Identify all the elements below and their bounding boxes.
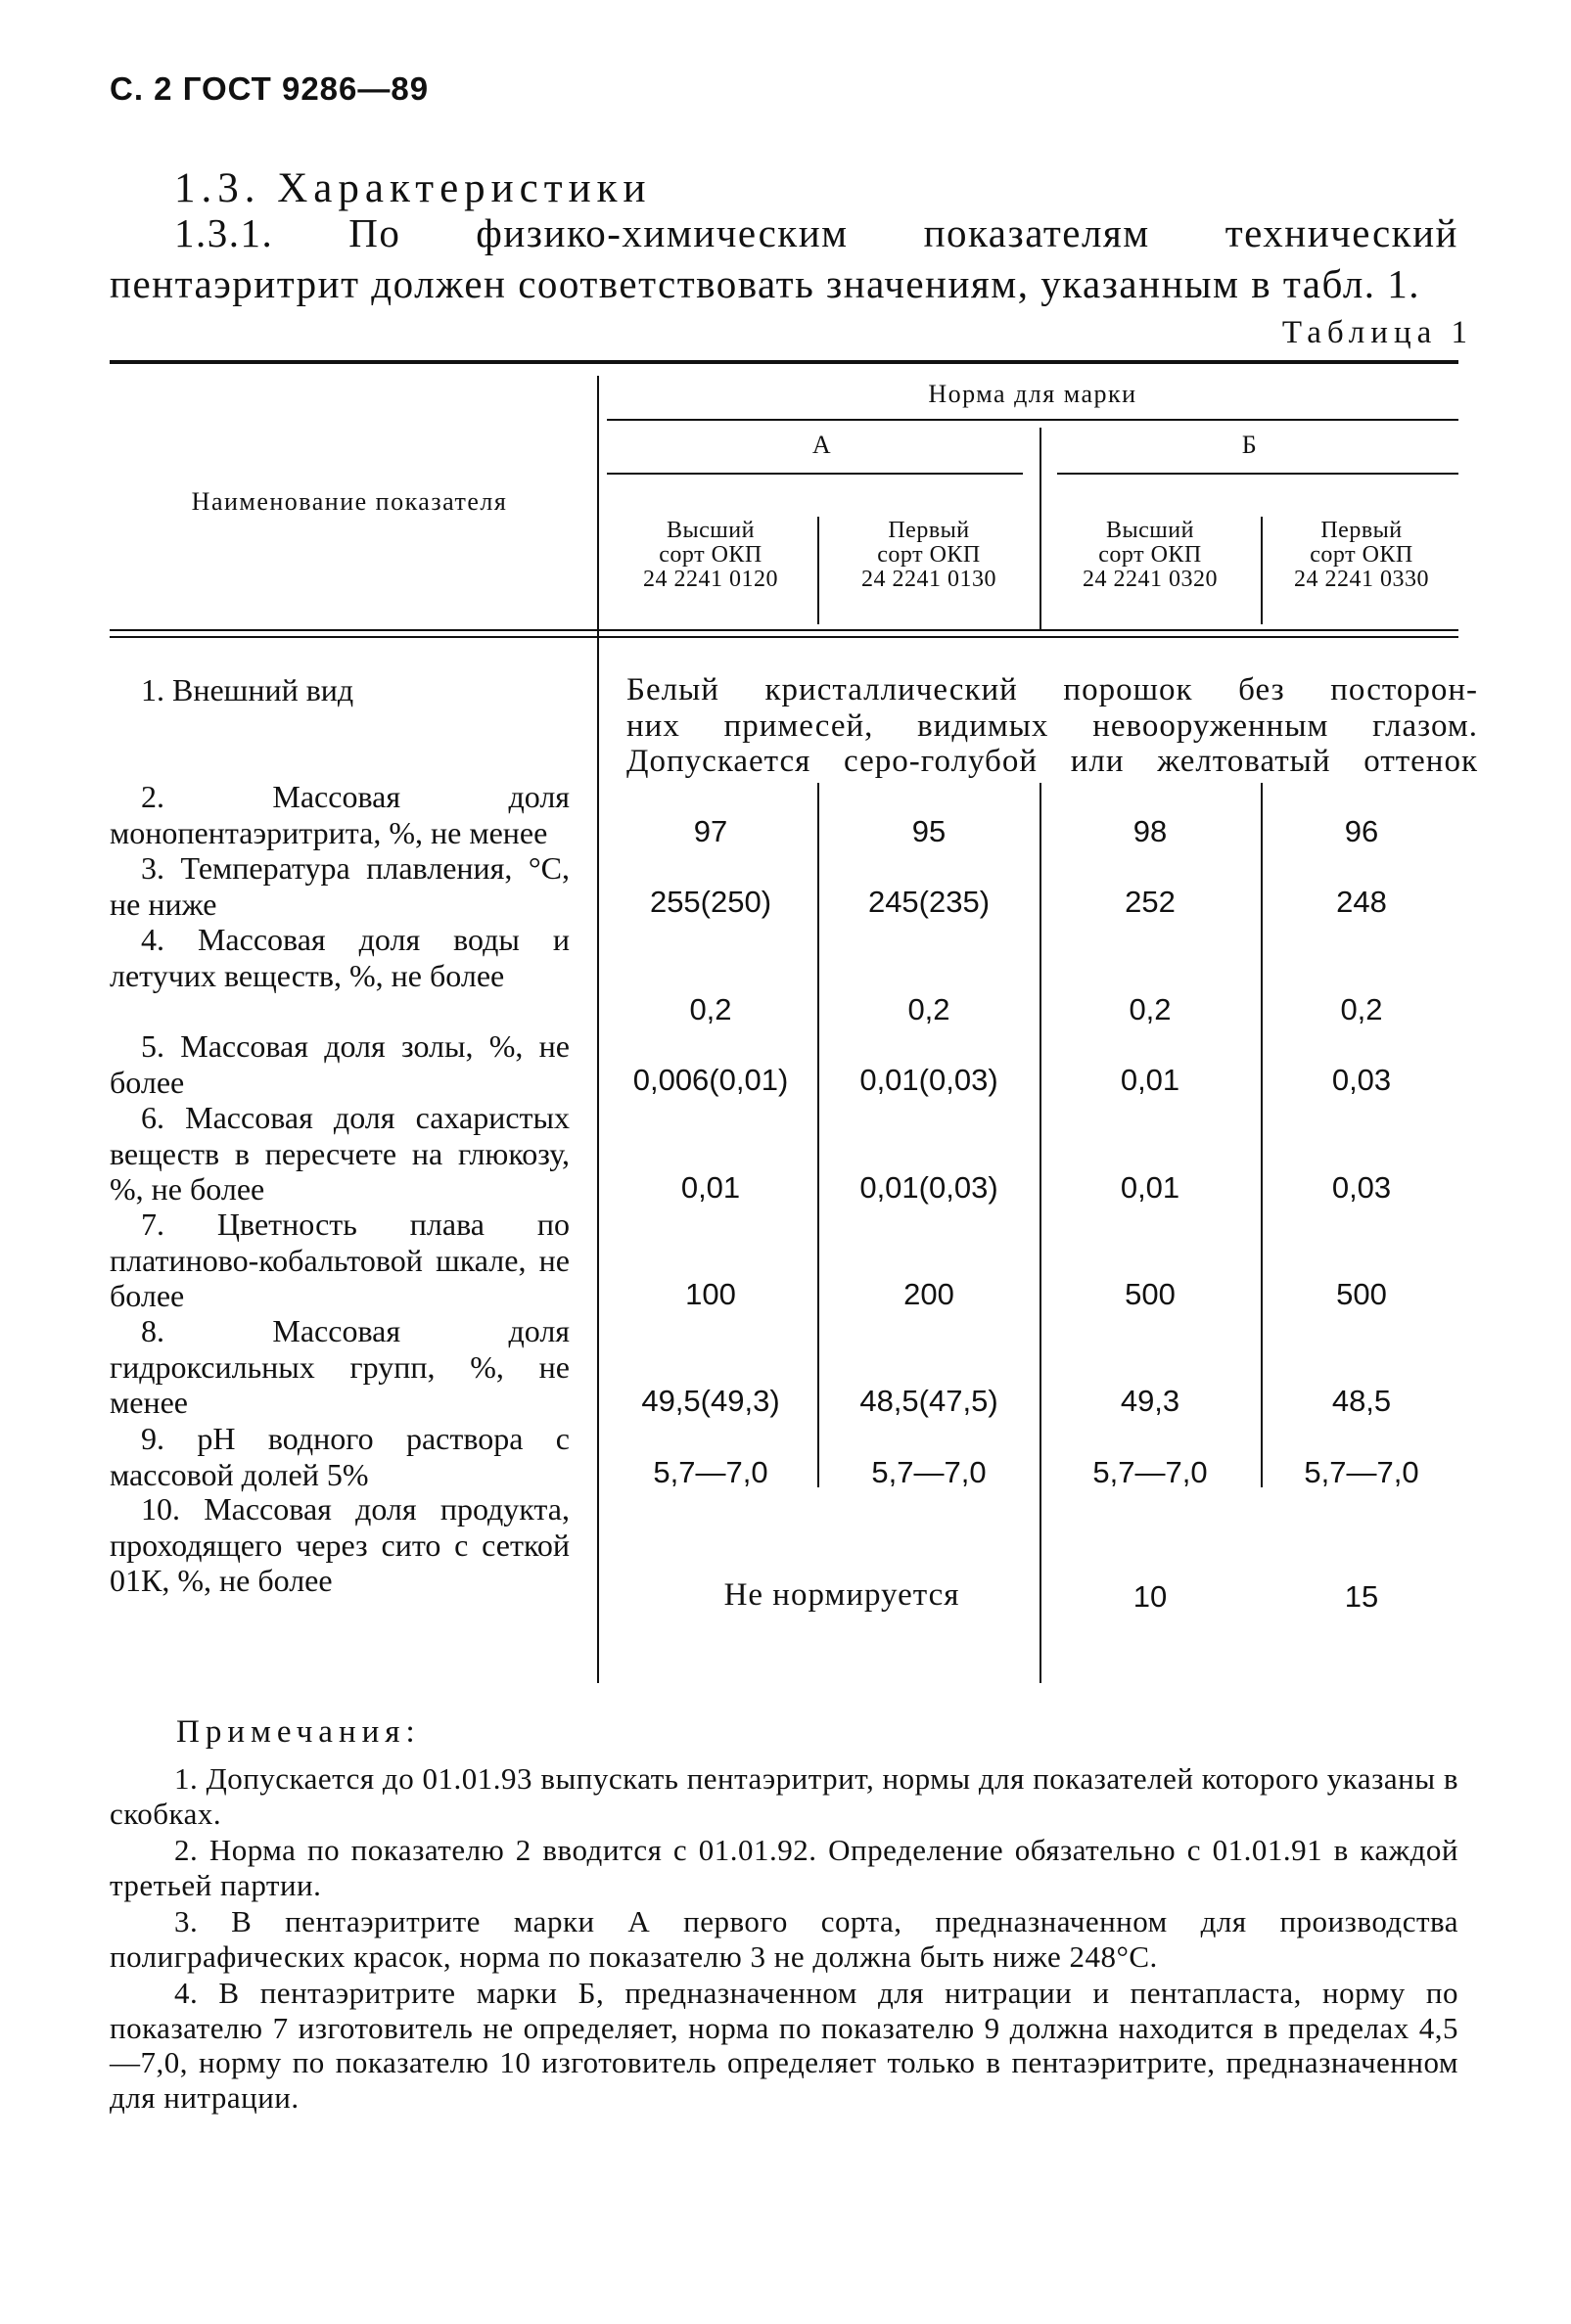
value-cell: 245(235): [867, 885, 991, 919]
grade-line: Первый: [888, 518, 970, 543]
indicator-column-header: Наименование показателя: [191, 487, 508, 516]
value-cell: 252: [1125, 885, 1176, 919]
table-caption: Таблица 1: [1281, 315, 1473, 350]
value-cell: 5,7—7,0: [653, 1455, 768, 1489]
value-cell: 5,7—7,0: [871, 1455, 987, 1489]
indicator-label: 3. Температура плавления, °С, не ниже: [110, 850, 570, 922]
grade-line: сорт ОКП: [1098, 542, 1202, 568]
grade-line: 24 2241 0120: [643, 567, 778, 592]
appearance-line: Белый кристаллический порошок без посторон-: [626, 672, 1478, 707]
indicator-column-divider: [597, 376, 599, 1683]
indicator-label: 7. Цветность плава по платиново-кобальтовой шкале, не более: [110, 1207, 570, 1313]
value-cell: 0,2: [1340, 992, 1383, 1026]
indicator-label: 9. pH водного раствора с массовой долей 5%: [110, 1421, 570, 1492]
header-bottom-rule: [110, 629, 1458, 631]
notes-list: [110, 1761, 1458, 2117]
brand-b-rule: [1057, 473, 1458, 475]
value-cell: 48,5: [1331, 1384, 1392, 1418]
value-cell: 0,2: [907, 992, 950, 1026]
brand-divider: [1040, 428, 1041, 630]
grade-line: Высший: [667, 518, 755, 543]
value-cell: 49,5(49,3): [641, 1384, 780, 1418]
indicator-label: 2. Массовая доля монопентаэритрита, %, не менее: [110, 779, 570, 850]
grade-line: сорт ОКП: [1310, 542, 1413, 568]
grade-line: 24 2241 0330: [1294, 567, 1429, 592]
grade-line: Первый: [1320, 518, 1403, 543]
value-cell: 0,01: [680, 1170, 741, 1205]
value-cell: 48,5(47,5): [859, 1384, 998, 1418]
indicator-label: 4. Массовая доля воды и летучих веществ, %, не более: [110, 922, 570, 993]
intro-paragraph: 1.3.1. По физико-химическим показателям технический пентаэритрит должен соответствовать значениям, указанным в табл. 1.: [110, 210, 1458, 306]
appearance-description: [626, 672, 1478, 780]
value-cell: 0,03: [1331, 1063, 1392, 1097]
body-divider-b: [1261, 783, 1263, 1487]
page-header: С. 2 ГОСТ 9286—89: [110, 70, 430, 107]
not-normalized-value: Не нормируется: [723, 1577, 960, 1613]
value-cell: 98: [1132, 814, 1168, 848]
value-cell: 200: [903, 1277, 954, 1311]
indicator-label: 10. Массовая доля продукта, проходящего через сито с сеткой 01К, %, не более: [110, 1491, 570, 1598]
grade-line: сорт ОКП: [877, 542, 981, 568]
grade-header: [1043, 519, 1257, 592]
indicator-label: 6. Массовая доля сахаристых веществ в пересчете на глюкозу, %, не более: [110, 1100, 570, 1207]
appearance-line: Допускается серо-голубой или желтоватый оттенок: [626, 744, 1478, 779]
grade-line: 24 2241 0320: [1083, 567, 1218, 592]
section-title: 1.3. Характеристики: [174, 165, 652, 211]
note-item: 3. В пентаэритрите марки А первого сорта, предназначенном для производства полиграфических красок, норма по показателю 3 не должна быть ниже 248°С.: [110, 1904, 1458, 1974]
grade-header: [822, 519, 1036, 592]
grade-divider-b: [1261, 517, 1263, 624]
value-cell: 97: [693, 814, 728, 848]
value-cell: 500: [1125, 1277, 1176, 1311]
value-cell: 5,7—7,0: [1092, 1455, 1208, 1489]
value-cell: 0,006(0,01): [632, 1063, 789, 1097]
value-cell: 255(250): [649, 885, 772, 919]
indicator-label: 8. Массовая доля гидроксильных групп, %, не менее: [110, 1313, 570, 1420]
grade-divider-a: [817, 517, 819, 624]
header-bottom-rule-2: [110, 636, 1458, 638]
note-item: 4. В пентаэритрите марки Б, предназначенном для нитрации и пентапласта, норму по показателю 7 изготовитель не определяет, норма по показателю 9 должна находится в пределах 4,5—7,0, норму по показателю 10 изготовитель определяет только в пентаэритрите, предназначенном для нитрации.: [110, 1976, 1458, 2115]
grade-header: [607, 519, 814, 592]
body-divider-brand: [1040, 783, 1041, 1683]
value-cell: 15: [1344, 1579, 1379, 1614]
value-cell: 0,01(0,03): [859, 1063, 998, 1097]
value-cell: 0,01: [1120, 1170, 1180, 1205]
indicator-label: 1. Внешний вид: [141, 672, 354, 707]
brand-b-header: Б: [1241, 431, 1259, 459]
grade-line: 24 2241 0130: [861, 567, 996, 592]
value-cell: 10: [1132, 1579, 1168, 1614]
note-item: 2. Норма по показателю 2 вводится с 01.01.92. Определение обязательно с 01.01.91 в каждой третьей партии.: [110, 1833, 1458, 1902]
value-cell: 95: [911, 814, 947, 848]
value-cell: 49,3: [1120, 1384, 1180, 1418]
brand-a-rule: [607, 473, 1023, 475]
value-cell: 500: [1336, 1277, 1387, 1311]
body-divider-a: [817, 783, 819, 1487]
note-item: 1. Допускается до 01.01.93 выпускать пентаэритрит, нормы для показателей которого указаны в скобках.: [110, 1761, 1458, 1831]
value-cell: 0,2: [689, 992, 732, 1026]
table-top-rule: [110, 360, 1458, 364]
value-cell: 96: [1344, 814, 1379, 848]
norm-header-rule: [607, 419, 1458, 421]
value-cell: 0,01(0,03): [859, 1170, 998, 1205]
value-cell: 0,03: [1331, 1170, 1392, 1205]
grade-line: Высший: [1106, 518, 1194, 543]
value-cell: 100: [685, 1277, 736, 1311]
value-cell: 0,01: [1120, 1063, 1180, 1097]
brand-a-header: А: [811, 431, 833, 459]
grade-line: сорт ОКП: [659, 542, 762, 568]
norm-header: Норма для марки: [928, 380, 1137, 408]
value-cell: 0,2: [1129, 992, 1172, 1026]
value-cell: 5,7—7,0: [1304, 1455, 1419, 1489]
value-cell: 248: [1336, 885, 1387, 919]
notes-title: Примечания:: [176, 1714, 421, 1750]
indicator-label: 5. Массовая доля золы, %, не более: [110, 1028, 570, 1100]
grade-header: [1265, 519, 1458, 592]
appearance-line: них примесей, видимых невооруженным глазом.: [626, 707, 1478, 744]
